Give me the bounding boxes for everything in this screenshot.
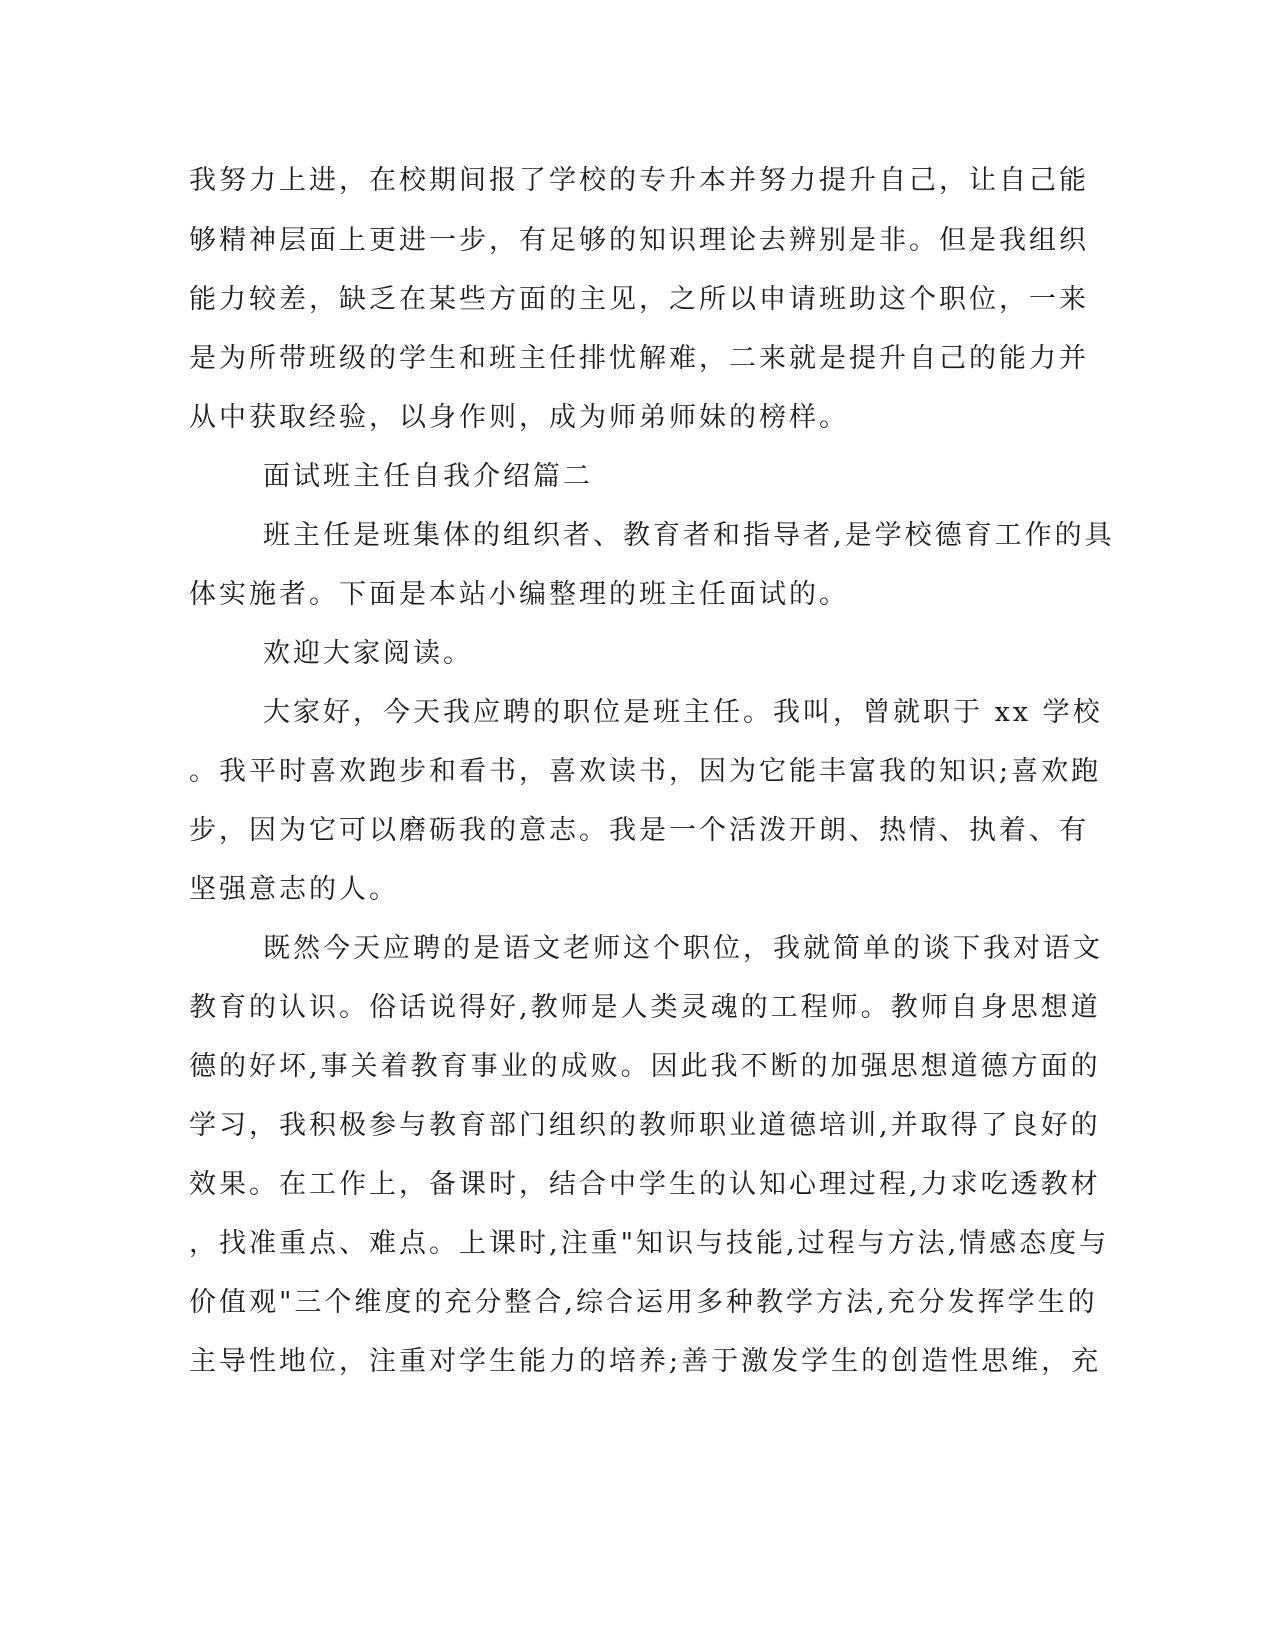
paragraph-line: ，找准重点、难点。上课时,注重"知识与技能,过程与方法,情感态度与 [189, 1228, 1110, 1259]
section-heading: 面试班主任自我介绍篇二 [263, 461, 593, 492]
paragraph-line: 能力较差，缺乏在某些方面的主见，之所以申请班助这个职位，一来 [189, 284, 1089, 315]
paragraph-line: 我努力上进，在校期间报了学校的专升本并努力提升自己，让自己能 [189, 165, 1089, 196]
paragraph-line: 体实施者。下面是本站小编整理的班主任面试的。 [189, 579, 849, 610]
paragraph-line: 大家好，今天我应聘的职位是班主任。我叫，曾就职于 xx 学校 [263, 697, 1103, 728]
paragraph-line: 步，因为它可以磨砺我的意志。我是一个活泼开朗、热情、执着、有 [189, 815, 1089, 846]
paragraph-line: 。我平时喜欢跑步和看书，喜欢读书，因为它能丰富我的知识;喜欢跑 [189, 756, 1102, 787]
paragraph-line: 学习，我积极参与教育部门组织的教师职业道德培训,并取得了良好的 [189, 1110, 1101, 1141]
paragraph-line: 是为所带班级的学生和班主任排忧解难，二来就是提升自己的能力并 [189, 343, 1089, 374]
paragraph-line: 够精神层面上更进一步，有足够的知识理论去辨别是非。但是我组织 [189, 225, 1089, 256]
paragraph-line: 从中获取经验，以身作则，成为师弟师妹的榜样。 [189, 402, 849, 433]
paragraph-line: 主导性地位，注重对学生能力的培养;善于激发学生的创造性思维，充 [189, 1346, 1102, 1377]
paragraph-line: 欢迎大家阅读。 [263, 638, 473, 669]
paragraph-line: 价值观"三个维度的充分整合,综合运用多种教学方法,充分发挥学生的 [189, 1287, 1098, 1318]
paragraph-line: 坚强意志的人。 [189, 874, 399, 905]
paragraph-line: 德的好坏,事关着教育事业的成败。因此我不断的加强思想道德方面的 [189, 1051, 1101, 1082]
paragraph-line: 班主任是班集体的组织者、教育者和指导者,是学校德育工作的具 [263, 520, 1115, 551]
paragraph-line: 既然今天应聘的是语文老师这个职位，我就简单的谈下我对语文 [263, 933, 1103, 964]
paragraph-line: 效果。在工作上，备课时，结合中学生的认知心理过程,力求吃透教材 [189, 1169, 1101, 1200]
paragraph-line: 教育的认识。俗话说得好,教师是人类灵魂的工程师。教师自身思想道 [189, 992, 1101, 1023]
